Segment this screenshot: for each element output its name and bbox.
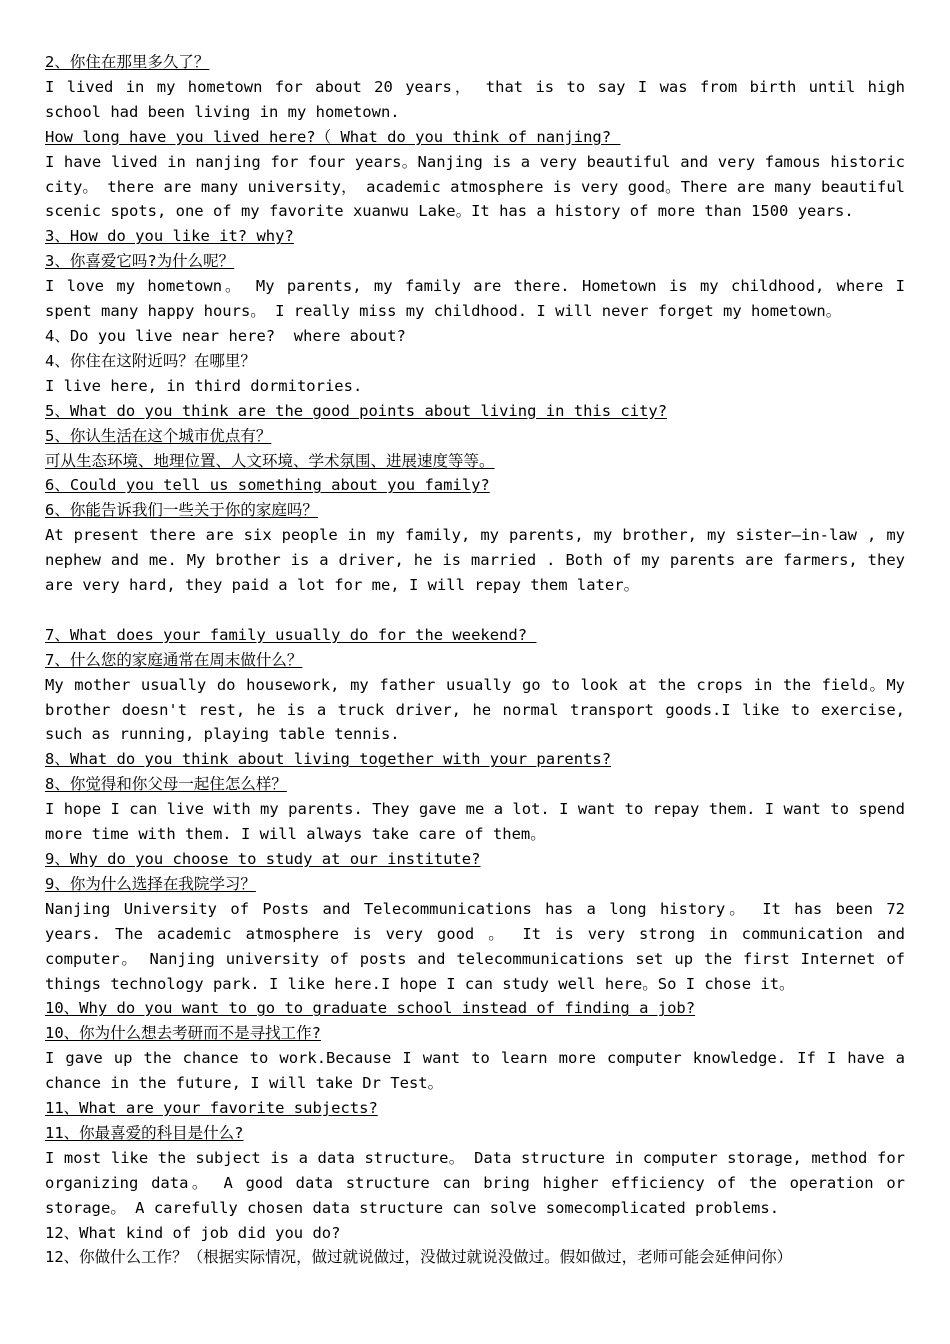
question-line bbox=[45, 424, 905, 449]
answer-paragraph: I have lived in nanjing for four years。Nanjing is a very beautiful and very famous historic city。 there are many university， academic atmosphere is very good。There are many beautiful scenic spots, one of my favorite xuanwu Lake。It has a history of more than 1500 years. bbox=[45, 152, 905, 221]
question-line bbox=[45, 498, 905, 523]
underlined-text: 9、你为什么选择在我院学习？ bbox=[45, 874, 256, 893]
question-line bbox=[45, 872, 905, 897]
question-line bbox=[45, 473, 905, 498]
answer-paragraph: My mother usually do housework, my father usually go to look at the crops in the field。My brother doesn't rest, he is a truck driver, he normal transport goods.I like to exercise, such as running, playing table tennis. bbox=[45, 675, 905, 744]
question-line bbox=[45, 249, 905, 274]
question-line bbox=[45, 747, 905, 772]
underlined-text: 6、你能告诉我们一些关于你的家庭吗？ bbox=[45, 501, 318, 520]
question-line bbox=[45, 224, 905, 249]
question-line: 4、你住在这附近吗？在哪里？ bbox=[45, 351, 256, 370]
question-line bbox=[45, 648, 905, 673]
question-line: 4、Do you live near here? where about? bbox=[45, 326, 406, 345]
underlined-text: 8、What do you think about living together with your parents? bbox=[45, 750, 612, 769]
question-line bbox=[45, 1096, 905, 1121]
underlined-text: 7、什么您的家庭通常在周末做什么？ bbox=[45, 650, 303, 669]
question-line bbox=[45, 1021, 905, 1046]
answer-paragraph: I gave up the chance to work.Because I want to learn more computer knowledge. If I have a chance in the future, I will take Dr Test。 bbox=[45, 1049, 905, 1093]
answer-paragraph: I live here, in third dormitories. bbox=[45, 376, 363, 395]
underlined-text: 3、你喜爱它吗?为什么呢？ bbox=[45, 252, 235, 271]
underlined-text: 可从生态环境、地理位置、人文环境、学术氛围、进展速度等等。 bbox=[45, 451, 495, 470]
question-line bbox=[45, 399, 905, 424]
underlined-text: 6、Could you tell us something about you family? bbox=[45, 476, 490, 495]
underlined-text: 8、你觉得和你父母一起住怎么样？ bbox=[45, 775, 287, 794]
question-line bbox=[45, 996, 905, 1021]
blank-line bbox=[45, 598, 905, 623]
underlined-text: 11、What are your favorite subjects? bbox=[45, 1099, 378, 1118]
answer-paragraph: Nanjing University of Posts and Telecommunications has a long history。 It has been 72 years. The academic atmosphere is very good 。 It is very strong in communication and computer。 Nanjing university of posts and telecommunications set up the first Internet of things technology park. I like here.I hope I can study well here。So I chose it。 bbox=[45, 899, 905, 993]
answer-paragraph: I most like the subject is a data structure。 Data structure in computer storage, method for organizing data。 A good data structure can bring higher efficiency of the operation or storage。 A carefully chosen data structure can solve somecomplicated problems. bbox=[45, 1148, 905, 1217]
answer-paragraph: 12、你做什么工作？（根据实际情况，做过就说做过，没做过就说没做过。假如做过，老师可能会延伸问你） bbox=[45, 1248, 793, 1267]
underlined-text: 5、你认生活在这个城市优点有？ bbox=[45, 426, 272, 445]
question-line: 12、What kind of job did you do? bbox=[45, 1223, 341, 1242]
underlined-text: How long have you lived here?（ What do you think of nanjing? bbox=[45, 127, 621, 146]
question-line bbox=[45, 1121, 905, 1146]
answer-paragraph: I lived in my hometown for about 20 years， that is to say I was from birth until high school had been living in my hometown. bbox=[45, 77, 905, 121]
answer-paragraph: I love my hometown。 My parents, my family are there. Hometown is my childhood, where I spent many happy hours。 I really miss my childhood. I will never forget my hometown。 bbox=[45, 277, 905, 321]
underlined-text: 7、What does your family usually do for the weekend? bbox=[45, 625, 537, 644]
question-line bbox=[45, 50, 905, 75]
document-page bbox=[45, 50, 905, 1270]
underlined-text: 5、What do you think are the good points about living in this city? bbox=[45, 401, 668, 420]
question-line bbox=[45, 623, 905, 648]
underlined-text: 3、How do you like it? why? bbox=[45, 227, 294, 246]
underlined-text: 9、Why do you choose to study at our institute? bbox=[45, 849, 481, 868]
answer-paragraph: I hope I can live with my parents. They gave me a lot. I want to repay them. I want to spend more time with them. I will always take care of them。 bbox=[45, 800, 905, 844]
underlined-text: 11、你最喜爱的科目是什么? bbox=[45, 1123, 244, 1142]
question-line bbox=[45, 772, 905, 797]
question-line bbox=[45, 125, 905, 150]
question-line bbox=[45, 847, 905, 872]
underlined-text: 2、你住在那里多久了？ bbox=[45, 53, 210, 71]
question-line bbox=[45, 449, 905, 474]
underlined-text: 10、你为什么想去考研而不是寻找工作? bbox=[45, 1024, 321, 1043]
underlined-text: 10、Why do you want to go to graduate school instead of finding a job? bbox=[45, 999, 696, 1018]
answer-paragraph: At present there are six people in my family, my parents, my brother, my sister—in-law , my nephew and me. My brother is a driver, he is married . Both of my parents are farmers, they are very hard, they paid a lot for me, I will repay them later。 bbox=[45, 526, 905, 595]
